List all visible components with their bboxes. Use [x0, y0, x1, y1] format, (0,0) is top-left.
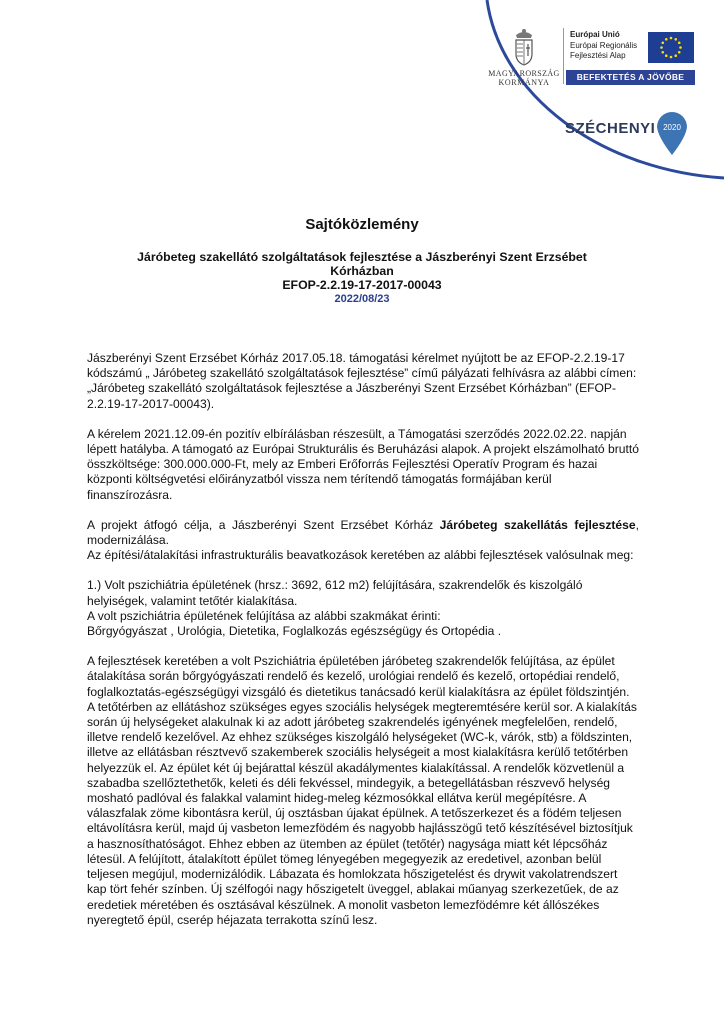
paragraph-development: A fejlesztések keretében a volt Pszichiátria épületében járóbeteg szakrendelők felújítása, az épület átalakítása során bőrgyógyászati rendelő és kezelő, urológiai rendelő és kezelő, ortopédiai rendelő, foglalkoztatás-egészségügyi vizsgáló és dietetikus tanácsadó kerül kialakításra az épület földszintjén. A tetőtérben az ellátáshoz szükséges egyes szociális helységek megteremtésére kerül sor. A kialakítás során új helységeket alakulnak ki az adott járóbeteg szakrendelés igényének megfelelően, rendelő, illetve rendelő kezelővel. Az ehhez szükséges kiszolgáló helységeket (WC-k, várók, stb) a földszinten, illetve az ellátásban résztvevő szakemberek szociális helységeit a most kialakításra kerülő tetőtérben helyezzük el. Az épület két új bejárattal készül akadálymentes kialakítással. A rendelők közvetlenül a szabadba szellőztethetők, keleti és déli fekvéssel, mindegyik, a betegellátásban részvevő helység mosható padlóval és falakkal valamint hideg-meleg kézmosókkal ellátva kerül megépítésre. A válaszfalak zöme kibontásra kerül, új osztásban újakat épülnek. A tetőszerkezet és a födém teljesen eltávolításra kerül, majd új vasbeton lemezfödém és nagyobb hajlásszögű tető készítésével biztosítjuk a hasznosíthatóságot. Ehhez ebben az ütemben az épület (tetőtér) nagysága miatt két lépcsőház létesül. A felújított, átalakított épület tömeg lényegében megegyezik az eredetivel, azonban belül teljesen megújul, modernizálódik. Lábazata és homlokzata hőszigetelést és drywit vakolatrendszert kap tört fehér színben. Új szélfogói nagy hőszigetelt üveggel, ablakai műanyag szerkezetűek, de az eredetiek méretében és osztásával készülnek. A monolit vasbeton lemezfödémre két állószékes nyeregtető épül, cserép héjazata terrakotta színű lesz.	[87, 654, 637, 927]
eu-star-icon	[674, 38, 677, 41]
building-text-a: 1.) Volt pszichiátria épületének (hrsz.: 3692, 612 m2) felújítására, szakrendelők és kiszolgáló helyiségek, valamint tetőtér kialakítása.	[87, 578, 583, 608]
goal-text-b: , modernizálása.	[87, 517, 639, 548]
gov-line1: MAGYARORSZÁG	[488, 69, 560, 78]
subtitle-line1: Járóbeteg szakellátó szolgáltatások fejlesztése a Jászberényi Szent Erzsébet	[137, 250, 587, 264]
coat-of-arms-icon	[511, 26, 537, 66]
eu-line2: Európai Regionális	[570, 40, 638, 50]
eu-star-icon	[678, 41, 681, 44]
szechenyi-year: 2020	[663, 123, 681, 132]
goal-bold: Járóbeteg szakellátás fejlesztése	[439, 517, 636, 532]
eu-star-icon	[670, 37, 673, 40]
building-text-c: Bőrgyógyászat , Urológia, Dietetika, Foglalkozás egészségügy és Ortopédia .	[87, 624, 502, 639]
page-title: Sajtóközlemény	[305, 216, 419, 233]
investment-banner: BEFEKTETÉS A JÖVŐBE	[566, 70, 695, 85]
eu-star-icon	[674, 54, 677, 57]
eu-text	[570, 30, 637, 62]
body-text	[87, 351, 639, 928]
logo-divider	[563, 28, 564, 84]
eu-star-icon	[660, 46, 663, 49]
paragraph-approval: A kérelem 2021.12.09-én pozitív elbírálásban részesült, a Támogatási szerződés 2022.02.22. napján lépett hatályba. A támogató az Európai Strukturális és Beruházási alapok. A projekt elszámolható bruttó összköltsége: 300.000.000-Ft, mely az Emberi Erőforrás Fejlesztési Operatív Program és hazai központi költségvetési előirányzatból vissza nem térítendő támogatás formájában kerül finanszírozásra.	[87, 426, 639, 502]
goal-text-c: Az építési/átalakítási infrastrukturális beavatkozások keretében az alábbi fejlesztések valósulnak meg:	[87, 548, 634, 563]
paragraph-application: Jászberényi Szent Erzsébet Kórház 2017.05.18. támogatási kérelmet nyújtott be az EFOP-2.2.19-17 kódszámú „ Járóbeteg szakellátó szolgáltatások fejlesztése” című pályázati felhívásra az alábbi címen: „Járóbeteg szakellátó szolgáltatások fejlesztése a Jászberényi Szent Erzsébet Kórházban” (EFOP-2.2.19-17-2017-00043).	[87, 351, 637, 411]
goal-text-a: A projekt átfogó célja, a Jászberényi Szent Erzsébet Kórház	[87, 517, 440, 532]
government-logo	[488, 26, 560, 87]
paragraph-building	[87, 578, 639, 639]
eu-star-icon	[665, 38, 668, 41]
eu-star-icon	[670, 56, 673, 59]
building-text-b: A volt pszichiátria épületének felújítása az alábbi szakmákat érinti:	[87, 608, 441, 623]
eu-star-icon	[678, 51, 681, 54]
eu-line1: Európai Unió	[570, 30, 620, 39]
eu-star-icon	[661, 51, 664, 54]
eu-star-icon	[661, 41, 664, 44]
press-date: 2022/08/23	[334, 293, 390, 305]
szechenyi-logo-text: SZÉCHENYI	[565, 120, 656, 137]
gov-line2: KORMÁNYA	[498, 78, 550, 87]
eu-star-icon	[679, 46, 682, 49]
eu-line3: Fejlesztési Alap	[570, 51, 626, 60]
project-code: EFOP-2.2.19-17-2017-00043	[282, 278, 442, 292]
subtitle-block	[100, 250, 624, 306]
eu-flag-icon	[648, 32, 694, 63]
paragraph-goal	[87, 518, 639, 564]
eu-star-icon	[665, 54, 668, 57]
szechenyi-pin-icon	[654, 109, 690, 157]
subtitle-line2: Kórházban	[330, 264, 394, 278]
